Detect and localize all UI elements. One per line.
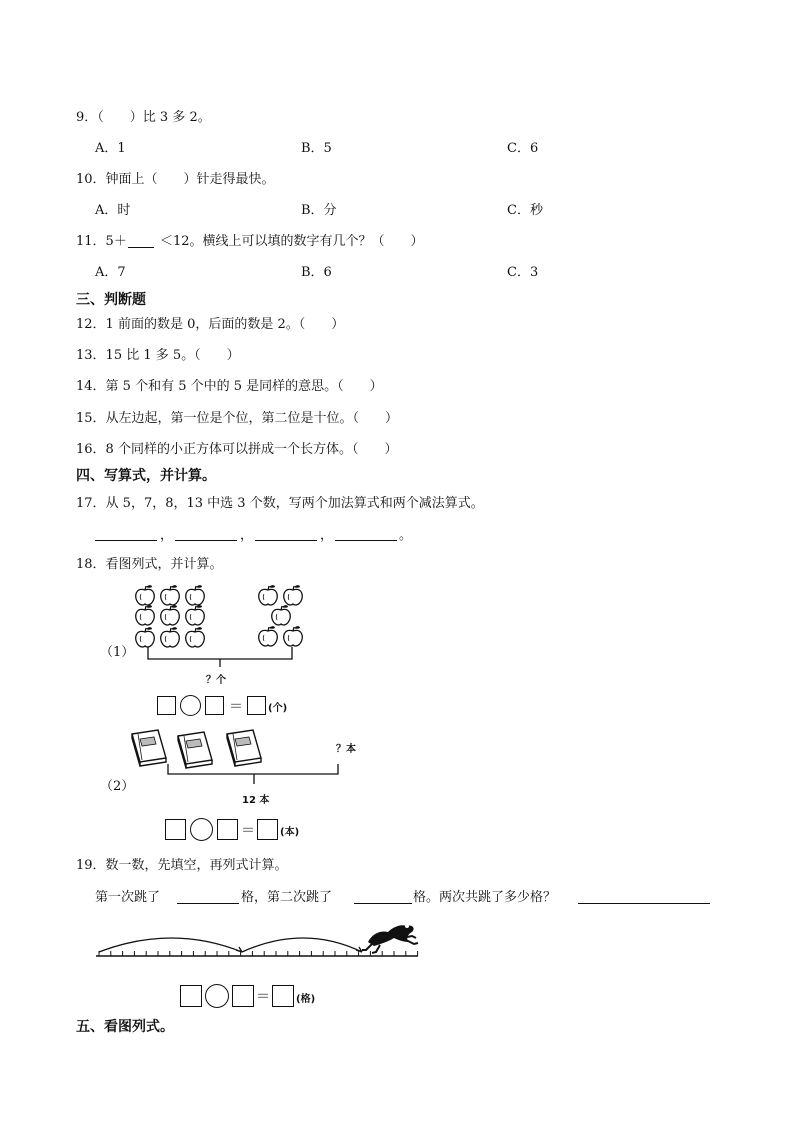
question-10-option-c[interactable]: C．秒 <box>507 203 543 218</box>
answer-box[interactable] <box>180 985 202 1007</box>
operator-circle[interactable] <box>190 818 213 841</box>
question-10-option-a[interactable]: A．时 <box>95 203 131 218</box>
book <box>132 730 166 766</box>
question-11-stem-before: 11．5＋ <box>76 234 127 249</box>
question-9-option-a[interactable]: A．1 <box>95 141 126 156</box>
answer-box[interactable] <box>157 696 176 715</box>
unit-label: (本) <box>280 827 300 838</box>
question-9-option-c[interactable]: C．6 <box>507 141 539 156</box>
question-11-option-c[interactable]: C．3 <box>507 265 539 280</box>
part-2-label: （2） <box>100 779 135 794</box>
book <box>227 730 261 766</box>
question-17-stem: 17．从 5，7，8，13 中选 3 个数，写两个加法算式和两个减法算式。 <box>76 496 484 511</box>
apple <box>186 585 205 605</box>
books-illustration <box>130 728 350 808</box>
jump-arc-1 <box>99 938 242 952</box>
question-9-stem: 9．（ ）比 3 多 2。 <box>76 110 211 125</box>
apple <box>136 605 155 625</box>
answer-box[interactable] <box>165 819 186 840</box>
separator: ， <box>240 528 254 543</box>
separator: ， <box>320 528 334 543</box>
part-1-label: （1） <box>100 645 135 660</box>
equals-sign: ＝ <box>229 699 243 715</box>
unit-label: (个) <box>268 703 288 714</box>
separator: ， <box>160 528 174 543</box>
apple <box>284 626 303 646</box>
question-11-stem-after: ＜12。横线上可以填的数字有几个？（ ） <box>160 234 424 249</box>
apple <box>259 626 278 646</box>
number-line-illustration <box>94 912 424 968</box>
section-4-title: 四、写算式，并计算。 <box>76 468 216 484</box>
question-9-option-b[interactable]: B．5 <box>301 141 332 156</box>
apple <box>161 585 180 605</box>
answer-box[interactable] <box>205 696 224 715</box>
answer-line-4[interactable] <box>335 540 397 541</box>
question-11-blank[interactable] <box>128 247 154 248</box>
answer-box[interactable] <box>217 819 238 840</box>
total-jump-blank[interactable] <box>578 903 710 904</box>
answer-line-3[interactable] <box>255 540 317 541</box>
frog-icon <box>362 924 418 953</box>
answer-box[interactable] <box>272 985 294 1007</box>
period: 。 <box>399 528 413 543</box>
answer-box[interactable] <box>232 985 254 1007</box>
apple <box>272 605 291 625</box>
question-10-option-b[interactable]: B．分 <box>301 203 337 218</box>
second-jump-blank[interactable] <box>354 903 412 904</box>
question-16: 16．8 个同样的小正方体可以拼成一个长方体。（ ） <box>76 442 398 457</box>
question-11-option-a[interactable]: A．7 <box>95 265 126 280</box>
part-2-total: 12 本 <box>242 795 270 806</box>
question-12: 12．1 前面的数是 0，后面的数是 2。（ ） <box>76 317 345 332</box>
operator-circle[interactable] <box>180 695 201 716</box>
question-10-stem: 10．钟面上（ ）针走得最快。 <box>76 172 275 187</box>
question-19-stem: 19．数一数，先填空，再列式计算。 <box>76 858 288 873</box>
first-jump-label: 第一次跳了 <box>95 890 161 905</box>
section-3-title: 三、判断题 <box>76 292 146 308</box>
equals-sign: ＝ <box>256 989 270 1005</box>
operator-circle[interactable] <box>205 984 229 1008</box>
apple <box>186 605 205 625</box>
jump-arc-2 <box>242 938 362 952</box>
question-13: 13．15 比 1 多 5。（ ） <box>76 348 240 363</box>
question-18-stem: 18．看图列式，并计算。 <box>76 557 223 572</box>
question-11-option-b[interactable]: B．6 <box>301 265 332 280</box>
brace-1 <box>146 645 296 670</box>
book <box>178 732 212 768</box>
first-jump-blank[interactable] <box>177 903 239 904</box>
part-2-question: ？本 <box>336 744 356 755</box>
answer-line-1[interactable] <box>95 540 157 541</box>
question-14: 14．第 5 个和有 5 个中的 5 是同样的意思。（ ） <box>76 379 383 394</box>
equals-sign: ＝ <box>241 823 255 839</box>
total-jump-question: 格。两次共跳了多少格？ <box>413 890 557 905</box>
apple <box>136 585 155 605</box>
second-jump-label: 格，第二次跳了 <box>241 890 333 905</box>
section-5-title: 五、看图列式。 <box>76 1019 174 1035</box>
answer-box[interactable] <box>257 819 278 840</box>
apple <box>161 605 180 625</box>
part-1-question: ？个 <box>206 675 226 686</box>
apple <box>284 585 303 605</box>
answer-box[interactable] <box>247 696 266 715</box>
apple <box>259 585 278 605</box>
answer-line-2[interactable] <box>175 540 237 541</box>
question-15: 15．从左边起，第一位是个位，第二位是十位。（ ） <box>76 411 399 426</box>
unit-label: (格) <box>296 994 316 1005</box>
